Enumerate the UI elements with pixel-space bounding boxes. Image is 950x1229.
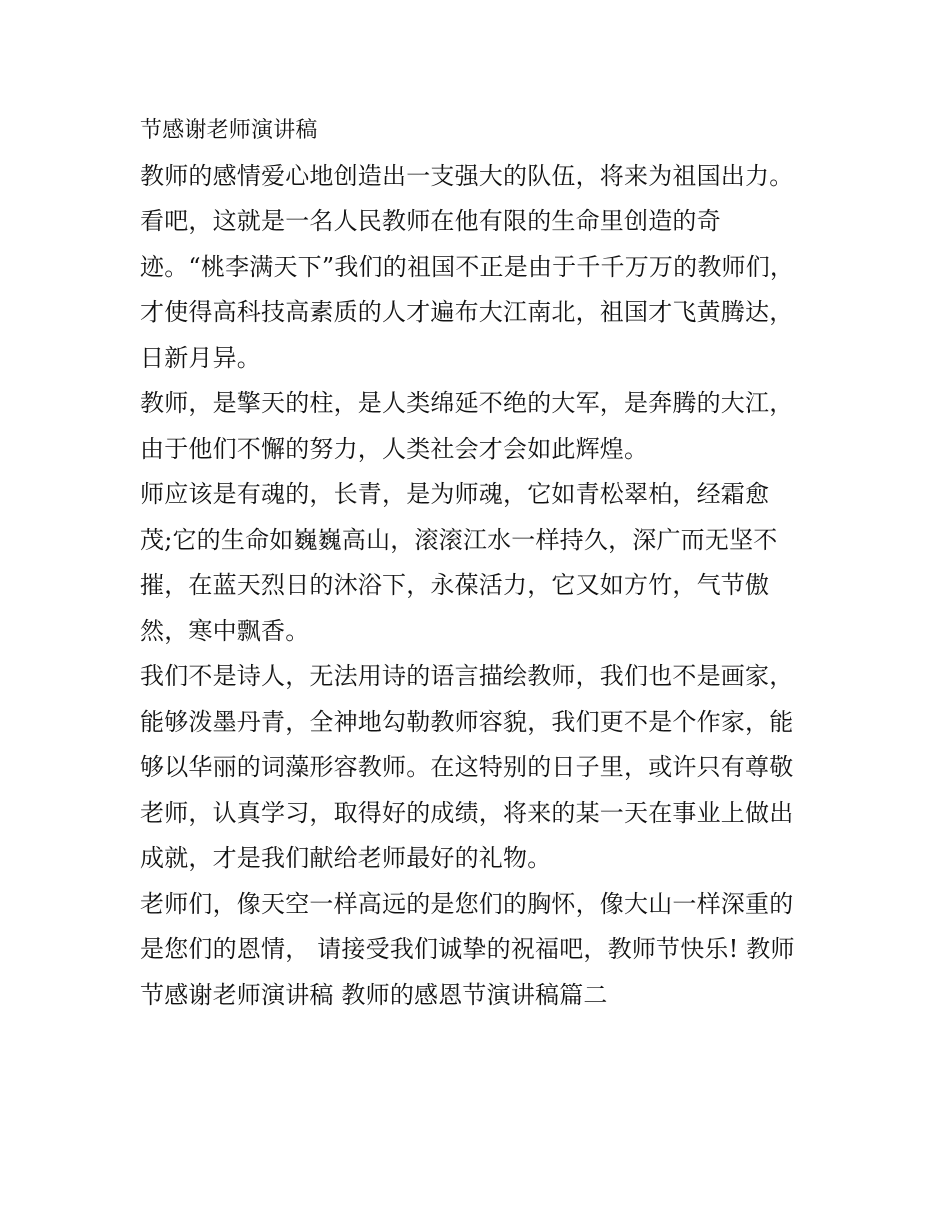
text-line: 能够泼墨丹青，全神地勾勒教师容貌，我们更不是个作家，能 [140,707,794,736]
text-line: 我们不是诗人，无法用诗的语言描绘教师，我们也不是画家， [140,662,794,690]
document-title-line: 节感谢老师演讲稿 [140,118,318,143]
text-line: 成就，才是我们献给老师最好的礼物。 [140,844,552,872]
document-body [140,108,830,1018]
text-line: 够以华丽的词藻形容教师。在这特别的日子里，或许只有尊敬 [140,753,794,781]
text-line: 看吧，这就是一名人民教师在他有限的生命里创造的奇 [140,207,721,235]
text-line: 茂;它的生命如巍巍高山，滚滚江水一样持久，深广而无坚不 [140,525,778,554]
text-line: 教师的感情爱心地创造出一支强大的队伍，将来为祖国出力。 [140,161,794,190]
text-line: 老师们，像天空一样高远的是您们的胸怀，像大山一样深重的 [140,889,794,918]
text-line: 迹。“桃李满天下”我们的祖国不正是由于千千万万的教师们， [140,252,795,281]
text-line: 师应该是有魂的，长青，是为师魂，它如青松翠柏，经霜愈 [140,480,770,508]
text-line: 老师，认真学习，取得好的成绩，将来的某一天在事业上做出 [140,798,794,827]
text-line: 摧，在蓝天烈日的沐浴下，永葆活力，它又如方竹，气节傲 [140,571,770,599]
text-line: 由于他们不懈的努力，人类社会才会如此辉煌。 [140,434,649,463]
text-line: 教师，是擎天的柱，是人类绵延不绝的大军，是奔腾的大江， [140,389,794,417]
text-line: 日新月异。 [140,343,261,372]
text-line: 节感谢老师演讲稿 教师的感恩节演讲稿篇二 [140,980,608,1009]
text-line: 是您们的恩情， 请接受我们诚挚的祝福吧，教师节快乐! 教师 [140,935,795,963]
text-line: 才使得高科技高素质的人才遍布大江南北，祖国才飞黄腾达， [140,298,794,326]
text-line: 然，寒中飘香。 [140,616,310,645]
